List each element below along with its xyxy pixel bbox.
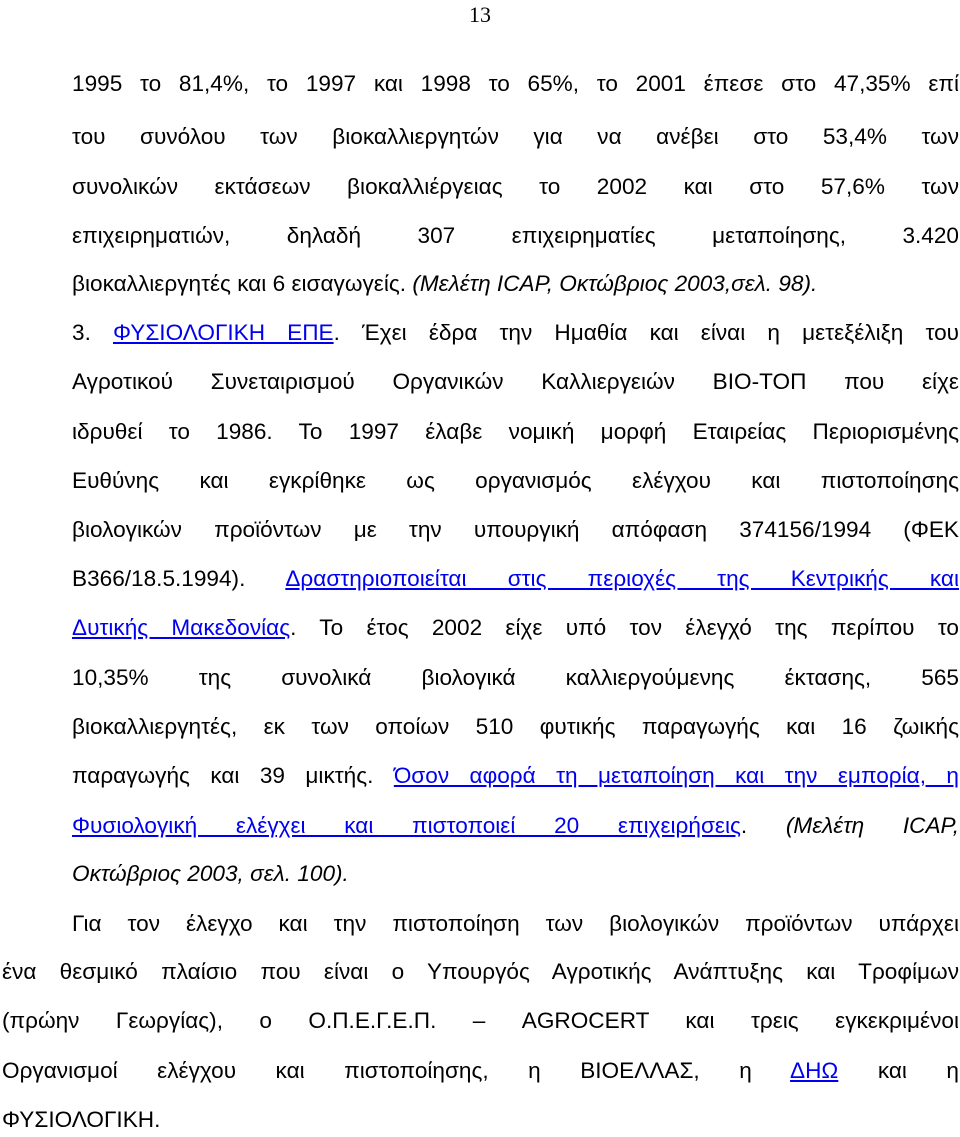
- text-line: [72, 170, 959, 204]
- text-line: [72, 267, 959, 301]
- text-line: [2, 955, 959, 989]
- hyperlink-text[interactable]: Φυσιολογική ελέγχει και πιστοποιεί 20 επιχειρήσεις: [72, 813, 741, 838]
- text-span: (πρώην Γεωργίας), ο Ο.Π.Ε.Γ.Ε.Π. – AGROCERT και τρεις εγκεκριμένοι: [2, 1008, 959, 1033]
- hyperlink-text[interactable]: ΦΥΣΙΟΛΟΓΙΚΗ ΕΠΕ: [112, 320, 334, 345]
- page-number: 13: [469, 2, 491, 27]
- text-span: .: [740, 813, 786, 838]
- text-span: 1995 το 81,4%, το 1997 και 1998 το 65%, το 2001 έπεσε στο 47,35% επί: [72, 71, 959, 96]
- text-span: ιδρυθεί το 1986. Το 1997 έλαβε νομική μορφή Εταιρείας Περιορισμένης: [72, 419, 959, 444]
- text-span: βιοκαλλιεργητές, εκ των οποίων 510 φυτικής παραγωγής και 16 ζωικής: [72, 714, 959, 739]
- text-line: [72, 907, 959, 941]
- text-span: (Μελέτη ICAP,: [785, 813, 959, 838]
- text-span: ένα θεσμικό πλαίσιο που είναι ο Υπουργός Αγροτικής Ανάπτυξης και Τροφίμων: [2, 959, 959, 984]
- text-line: [72, 611, 959, 645]
- text-line: [72, 759, 959, 793]
- text-span: 10,35% της συνολικά βιολογικά καλλιεργούμενης έκτασης, 565: [72, 665, 959, 690]
- text-line: [72, 67, 959, 101]
- hyperlink-text[interactable]: Όσον αφορά τη μεταποίηση και την εμπορία, η: [393, 763, 959, 788]
- text-span: Οργανισμοί ελέγχου και πιστοποίησης, η ΒΙΟΕΛΛΑΣ, η: [2, 1058, 791, 1083]
- text-span: ΦΥΣΙΟΛΟΓΙΚΗ.: [2, 1107, 161, 1132]
- text-line: [72, 562, 959, 596]
- text-span: Ευθύνης και εγκρίθηκε ως οργανισμός ελέγχου και πιστοποίησης: [72, 468, 959, 493]
- text-span: Οκτώβριος 2003, σελ. 100).: [72, 861, 349, 886]
- text-span: . Το έτος 2002 είχε υπό τον έλεγχό της περίπου το: [290, 615, 960, 640]
- text-line: [72, 857, 959, 891]
- text-line: [72, 661, 959, 695]
- hyperlink-text[interactable]: Δραστηριοποιείται στις περιοχές της Κεντρικής και: [285, 566, 960, 591]
- text-line: [72, 464, 959, 498]
- text-span: επιχειρηματιών, δηλαδή 307 επιχειρηματίες μεταποίησης, 3.420: [72, 223, 959, 248]
- text-span: συνολικών εκτάσεων βιοκαλλιέργειας το 2002 και στο 57,6% των: [72, 174, 959, 199]
- text-span: Για τον έλεγχο και την πιστοποίηση των βιολογικών προϊόντων υπάρχει: [72, 911, 959, 936]
- text-line: [72, 365, 959, 399]
- text-line: [2, 1103, 959, 1137]
- text-span: (Μελέτη ICAP, Οκτώβριος 2003,σελ. 98).: [412, 271, 818, 296]
- text-span: του συνόλου των βιοκαλλιεργητών για να ανέβει στο 53,4% των: [72, 124, 959, 149]
- text-span: 3.: [72, 320, 113, 345]
- text-line: [72, 513, 959, 547]
- text-span: Αγροτικού Συνεταιρισμού Οργανικών Καλλιεργειών ΒΙΟ-ΤΟΠ που είχε: [72, 369, 959, 394]
- text-line: [72, 415, 959, 449]
- text-span: βιοκαλλιεργητές και 6 εισαγωγείς.: [72, 271, 413, 296]
- text-span: βιολογικών προϊόντων με την υπουργική απόφαση 374156/1994 (ΦΕΚ: [72, 517, 959, 542]
- text-span: . Έχει έδρα την Ημαθία και είναι η μετεξέλιξη του: [333, 320, 959, 345]
- hyperlink-text[interactable]: Δυτικής Μακεδονίας: [72, 615, 291, 640]
- text-line: [2, 1004, 959, 1038]
- hyperlink-text[interactable]: ΔΗΩ: [790, 1058, 839, 1083]
- text-line: [72, 710, 959, 744]
- text-line: [72, 316, 959, 350]
- text-line: [72, 809, 959, 843]
- text-line: [72, 219, 959, 253]
- text-span: και η: [838, 1058, 959, 1083]
- text-line: [72, 120, 959, 154]
- text-span: παραγωγής και 39 μικτής.: [72, 763, 394, 788]
- text-line: [2, 1054, 959, 1088]
- text-span: Β366/18.5.1994).: [72, 566, 286, 591]
